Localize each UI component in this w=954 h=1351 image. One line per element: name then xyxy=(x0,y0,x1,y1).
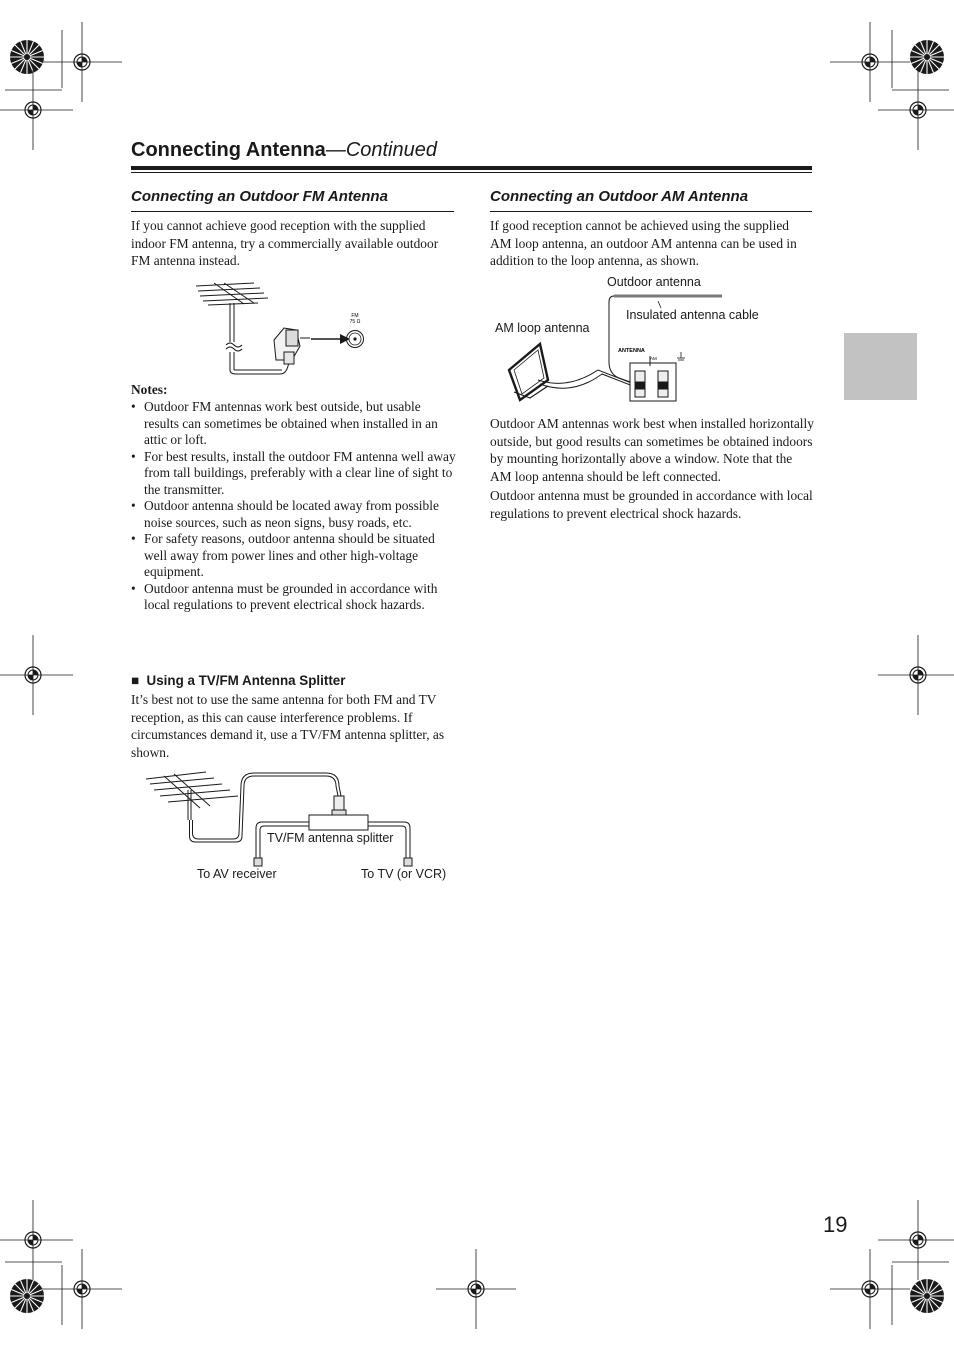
note-text: Outdoor antenna should be located away from possible noise sources, such as neon signs, busy roads, etc. xyxy=(144,498,439,530)
page-title-main: Connecting Antenna xyxy=(131,139,326,161)
fm-jack-impedance: 75 Ω xyxy=(349,319,361,325)
insulated-cable-label: Insulated antenna cable xyxy=(626,308,759,322)
am-terminal-label: AM xyxy=(650,356,657,361)
square-bullet-icon: ■ xyxy=(131,673,140,688)
bullet: • xyxy=(131,498,136,513)
splitter-heading-text: Using a TV/FM Antenna Splitter xyxy=(146,673,346,688)
am-section-heading: Connecting an Outdoor AM Antenna xyxy=(490,188,749,205)
fm-section-heading: Connecting an Outdoor FM Antenna xyxy=(131,188,388,205)
note-text: Outdoor antenna must be grounded in accordance with local regulations to prevent electrical shock hazards. xyxy=(144,580,438,612)
note-text: For safety reasons, outdoor antenna should be situated well away from power lines and other high-voltage equipment. xyxy=(144,531,435,579)
note-text: For best results, install the outdoor FM antenna well away from tall buildings, preferably with a clear line of sight to the transmitter. xyxy=(144,448,456,497)
fm-intro-text: If you cannot achieve good reception with the supplied indoor FM antenna, try a commercially available outdoor FM antenna instead. xyxy=(131,218,439,268)
notes-heading: Notes: xyxy=(131,382,168,397)
am-intro-text: If good reception cannot be achieved using the supplied AM loop antenna, an outdoor AM antenna can be used in addition to the loop antenna, as shown. xyxy=(490,218,797,268)
page-number: 19 xyxy=(823,1212,848,1237)
am-body-text-2: Outdoor antenna must be grounded in accordance with local regulations to prevent electrical shock hazards. xyxy=(490,488,813,521)
to-tv-label: To TV (or VCR) xyxy=(361,867,447,881)
am-body-text-1: Outdoor AM antennas work best when installed horizontally outside, but good results can sometimes be obtained indoors by mounting horizontally above a window. Note that the AM loop antenna should be left connected. xyxy=(490,416,814,484)
bullet: • xyxy=(131,531,136,546)
splitter-text: It’s best not to use the same antenna for both FM and TV reception, as this can cause interference problems. If circumstances demand it, use a TV/FM antenna splitter, as shown. xyxy=(131,692,445,760)
page-title-suffix: —Continued xyxy=(325,139,437,161)
splitter-label: TV/FM antenna splitter xyxy=(267,831,394,845)
note-text: Outdoor FM antennas work best outside, but usable results can sometimes be obtained when installed in an attic or loft. xyxy=(144,399,438,447)
fm-jack-label: FM xyxy=(351,313,359,319)
chapter-tab xyxy=(844,333,917,400)
antenna-terminal-label: ANTENNA xyxy=(618,348,645,354)
bullet: • xyxy=(131,580,136,596)
to-receiver-label: To AV receiver xyxy=(197,867,277,881)
bullet: • xyxy=(131,399,136,414)
outdoor-antenna-label: Outdoor antenna xyxy=(607,275,701,289)
bullet: • xyxy=(131,448,136,464)
am-loop-antenna-label: AM loop antenna xyxy=(495,321,590,335)
